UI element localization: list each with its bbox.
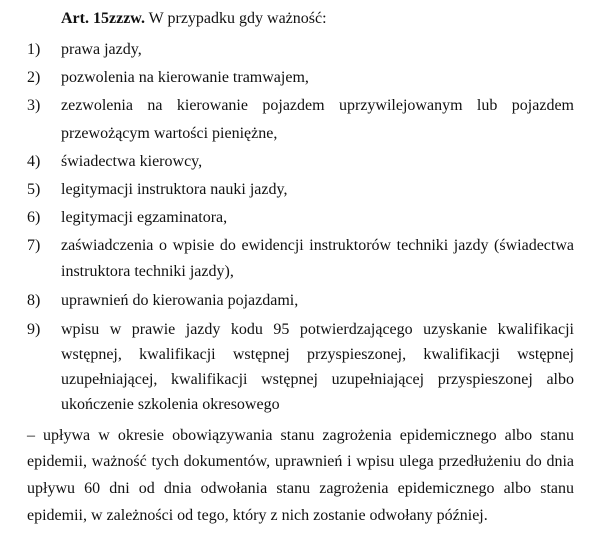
list-item: legitymacji instruktora nauki jazdy, xyxy=(61,181,288,198)
list-item: wpisu w prawie jazdy kodu 95 potwierdzającego uzyskanie kwalifikacji xyxy=(61,321,574,338)
list-item-continuation: przewożącym wartości pieniężne, xyxy=(61,125,278,142)
list-item: legitymacji egzaminatora, xyxy=(61,209,228,226)
item-number: 2) xyxy=(27,69,41,86)
item-number: 9) xyxy=(27,321,41,338)
closing-paragraph-line: – upływa w okresie obowiązywania stanu zagrożenia epidemicznego albo stanu xyxy=(27,427,574,444)
article-intro: W przypadku gdy ważność: xyxy=(144,10,327,27)
list-item: zaświadczenia o wpisie do ewidencji instruktorów techniki jazdy (świadectwa xyxy=(61,237,574,254)
item-number: 1) xyxy=(27,41,41,58)
closing-paragraph-line: upływu 60 dni od dnia odwołania stanu zagrożenia epidemicznego albo stanu xyxy=(27,480,574,497)
article-label: Art. 15zzzw. xyxy=(61,10,145,27)
list-item: uprawnień do kierowania pojazdami, xyxy=(61,292,299,309)
list-item: pozwolenia na kierowanie tramwajem, xyxy=(61,69,309,86)
item-number: 5) xyxy=(27,181,41,198)
list-item: prawa jazdy, xyxy=(61,41,142,58)
item-number: 8) xyxy=(27,292,41,309)
list-item: świadectwa kierowcy, xyxy=(61,153,203,170)
list-item-continuation: wstępnej, kwalifikacji wstępnej przyspieszonej, kwalifikacji wstępnej xyxy=(61,346,574,363)
closing-paragraph-line: epidemii, ważność tych dokumentów, uprawnień i wpisu ulega przedłużeniu do dnia xyxy=(27,453,574,470)
article-heading xyxy=(61,9,327,29)
item-number: 7) xyxy=(27,237,41,254)
item-number: 6) xyxy=(27,209,41,226)
list-item-continuation: uzupełniającej, kwalifikacji wstępnej uzupełniającej przyspieszonej albo xyxy=(61,371,574,388)
list-item-continuation: instruktora techniki jazdy), xyxy=(61,263,234,280)
item-number: 4) xyxy=(27,153,41,170)
closing-paragraph-line: epidemii, w zależności od tego, który z nich zostanie odwołany później. xyxy=(27,507,488,524)
item-number: 3) xyxy=(27,97,41,114)
list-item: zezwolenia na kierowanie pojazdem uprzywilejowanym lub pojazdem xyxy=(61,97,574,114)
list-item-continuation: ukończenie szkolenia okresowego xyxy=(61,396,280,413)
